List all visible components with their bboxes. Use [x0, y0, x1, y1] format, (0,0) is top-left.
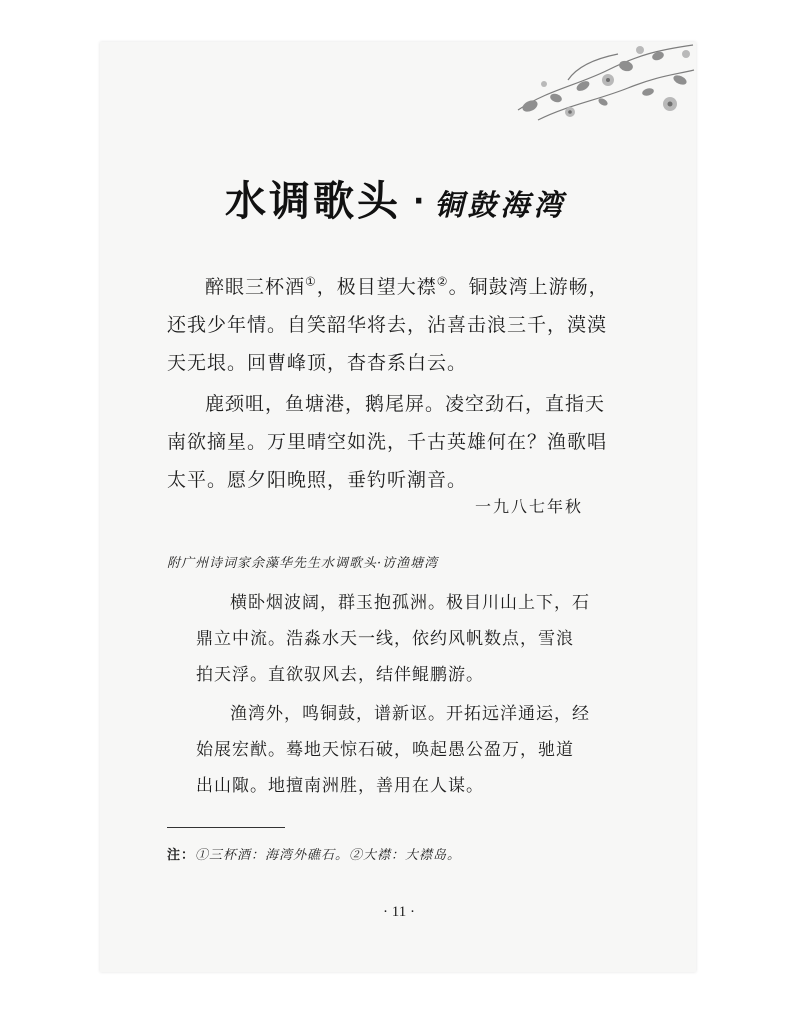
poem-body: [167, 268, 613, 499]
appendix-poem: [196, 585, 591, 804]
title-separator: ·: [413, 184, 425, 219]
footnote-label: 注：: [167, 848, 196, 863]
stanza-1-text-b: ，极目望大襟: [316, 276, 437, 298]
poem-date: 一九八七年秋: [474, 497, 583, 516]
stanza-1-text-a: 醉眼三杯酒: [205, 276, 306, 298]
poem-stanza-2: 鹿颈咀，鱼塘港，鹅尾屏。凌空劲石，直指天南欲摘星。万里晴空如洗，千古英雄何在？渔歌唱太平。愿夕阳晚照，垂钓听潮音。: [167, 393, 608, 491]
appendix-title: 附广州诗词家余藻华先生水调歌头·访渔塘湾: [167, 556, 439, 571]
footnote-text: ①三杯酒：海湾外礁石。②大襟：大襟岛。: [195, 848, 462, 863]
poem-stanza-1: [167, 268, 613, 382]
appendix-stanza-1: 横卧烟波阔，群玉抱孤洲。极目川山上下，石鼎立中流。浩淼水天一线，依约风帆数点，雪浪拍天浮。直欲驭风去，结伴鲲鹏游。: [196, 593, 590, 684]
floral-ornament-icon: [508, 40, 696, 128]
title-main: 水调歌头: [225, 177, 401, 225]
appendix-stanza-2: 渔湾外，鸣铜鼓，谱新讴。开拓远洋通运，经始展宏猷。蓦地天惊石破，唤起愚公盈万，驰道出山陬。地擅南洲胜，善用在人谋。: [196, 704, 590, 795]
footnote-marker-2: ②: [436, 274, 449, 289]
poem-title: [225, 168, 566, 227]
title-subtitle: 铜鼓海湾: [434, 188, 567, 222]
footnote-marker-1: ①: [305, 274, 317, 289]
footnote-divider: [167, 827, 285, 828]
page-number: · 11 ·: [383, 904, 415, 920]
stanza-1-text-c: 。铜鼓湾上游畅，还我少年情。自笑韶华将去，沾喜击浪三千，漠漠天无垠。回曹峰顶，杳杳系白云。: [167, 276, 609, 374]
footnote: [167, 844, 461, 863]
